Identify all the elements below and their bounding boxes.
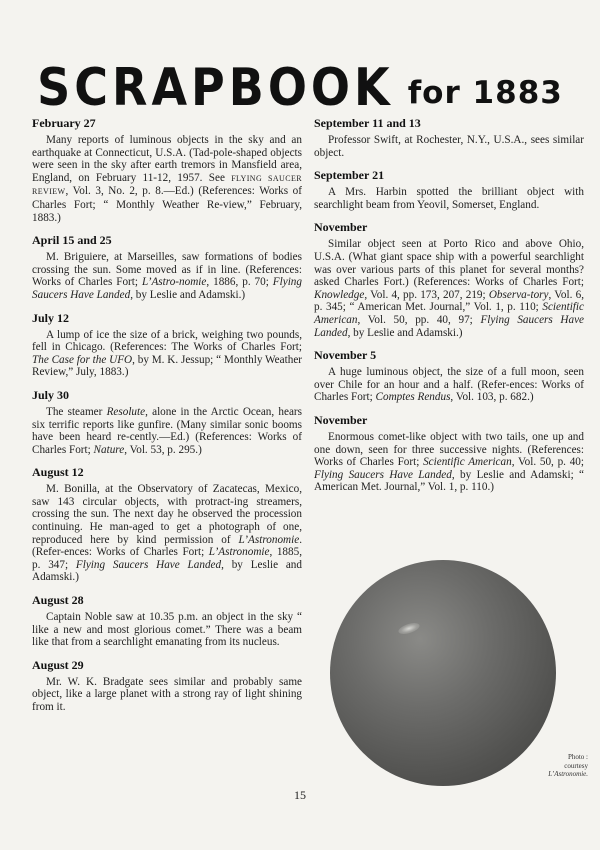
- publication-title: The Case for the UFO: [32, 353, 133, 366]
- magazine-name: FLYING SAUCER REVIEW: [32, 173, 302, 197]
- entry-text: [32, 676, 302, 714]
- text-run: , 1886, p. 70;: [206, 276, 273, 289]
- text-run: , Vol. 3, No. 2, p. 8.—Ed.) (References: Works of Charles Fort; “ Monthly Weather Re-view,” February, 1883.): [32, 185, 302, 224]
- publication-title: Nature: [93, 443, 125, 456]
- entry-date: August 12: [32, 465, 84, 480]
- entry-text: [314, 238, 584, 339]
- entry-date: September 21: [314, 168, 385, 183]
- text-run: , by Leslie and Adamski.): [347, 326, 463, 339]
- text-run: Professor Swift, at Rochester, N.Y., U.S.A., sees similar object.: [314, 134, 584, 159]
- text-run: M. Briguiere, at Marseilles, saw formations of bodies crossing the sun. Some moved as if in line. (References: Works of Charles Fort;: [32, 251, 302, 289]
- title-year: for 1883: [407, 75, 563, 111]
- entry-text: [32, 483, 302, 584]
- publication-title: Knowledge: [314, 288, 365, 301]
- text-run: , Vol. 4, pp. 173, 207, 219;: [364, 288, 489, 301]
- text-run: , by Leslie and Adamski.): [32, 558, 302, 584]
- text-run: , Vol. 50, pp. 40, 97;: [357, 313, 481, 326]
- text-run: Mr. W. K. Bradgate sees similar and probably same object, like a large planet with a strong ray of light shining from it.: [32, 675, 302, 713]
- publication-title: Flying Saucers Have Landed: [75, 558, 222, 571]
- publication-title: Flying Saucers Have Landed: [32, 276, 302, 301]
- sun-photograph: [330, 560, 556, 786]
- text-run: Enormous comet-like object with two tails, one up and one down, seen for three successive nights. (References: Works of Charles Fort;: [314, 430, 584, 469]
- caption-line: courtesy: [564, 761, 588, 770]
- text-run: The steamer: [46, 405, 107, 418]
- text-run: , 1885, p. 347;: [32, 546, 302, 571]
- scrapbook-entry: [32, 233, 302, 301]
- text-run: A lump of ice the size of a brick, weighing two pounds, fell in Chicago. (References: The Works of Charles Fort;: [32, 328, 302, 354]
- scrapbook-entry: [32, 311, 302, 379]
- scrapbook-entry: [314, 116, 584, 159]
- scrapbook-entry: [32, 593, 302, 649]
- entry-text: [32, 611, 302, 649]
- text-run: A huge luminous object, the size of a full moon, seen over Chile for an hour and a half. (Refer-ences: Works of Charles Fort;: [314, 366, 584, 404]
- text-run: M. Bonilla, at the Observatory of Zacatecas, Mexico, saw 143 circular objects, with protract-ing streamers, crossing the sun. The next day he observed the procession continuing. He man-aged to get a photograph of one, reproduced here by kind permission of: [32, 483, 302, 546]
- scrapbook-entry: [314, 168, 584, 211]
- entry-text: [314, 134, 584, 159]
- caption-line: Photo :: [567, 753, 588, 761]
- entry-text: [314, 366, 584, 404]
- caption-source: L’Astronomie.: [548, 770, 588, 778]
- right-column: [314, 116, 584, 503]
- entry-date: November 5: [314, 348, 377, 363]
- scrapbook-entry: [314, 413, 584, 494]
- photo-caption: [524, 753, 588, 779]
- entry-date: September 11 and 13: [314, 116, 421, 130]
- text-run: , by Leslie and Adamski.): [130, 288, 246, 301]
- text-run: , Vol. 53, p. 295.): [124, 443, 202, 456]
- publication-title: Flying Saucers Have Landed: [314, 468, 452, 481]
- text-run: . (Refer-ences: Works of Charles Fort;: [32, 533, 302, 559]
- text-run: , by M. K. Jessup; “ Monthly Weather Review,” July, 1883.): [32, 353, 303, 379]
- text-run: , Vol. 103, p. 682.): [450, 391, 534, 404]
- entry-text: [32, 134, 302, 224]
- entry-text: [32, 329, 302, 379]
- entry-text: [314, 431, 584, 494]
- entry-text: [32, 251, 302, 301]
- entry-date: August 29: [32, 657, 84, 672]
- scrapbook-entry: [314, 348, 584, 404]
- publication-title: L’Astronomie: [208, 546, 270, 559]
- entry-date: April 15 and 25: [32, 233, 112, 248]
- entry-date: July 12: [32, 310, 70, 325]
- text-run: Captain Noble saw at 10.35 p.m. an object in the sky “ like a new and most glorious comet.” There was a beam like that from a searchlight emanating from its nucleus.: [32, 611, 302, 649]
- publication-title: Scientific American: [314, 301, 584, 326]
- entry-date: August 28: [32, 593, 84, 608]
- entry-date: July 30: [32, 387, 70, 402]
- publication-title: Resolute: [106, 405, 146, 418]
- scrapbook-entry: [314, 220, 584, 339]
- page-number: 15: [294, 788, 306, 802]
- publication-title: Comptes Rendus: [375, 391, 451, 404]
- entry-date: November: [314, 412, 368, 427]
- text-run: , Vol. 50, p. 40;: [511, 456, 584, 469]
- publication-title: L’Astronomie: [238, 533, 300, 546]
- entry-text: [32, 406, 302, 456]
- publication-title: Flying Saucers Have Landed: [314, 313, 585, 339]
- publication-title: L’Astro-nomie: [141, 276, 207, 289]
- text-run: , Vol. 6, p. 345; “ American Met. Journal,” Vol. 1, p. 110;: [314, 288, 585, 314]
- entry-date: February 27: [32, 116, 96, 130]
- left-column: [32, 116, 302, 723]
- entry-text: [314, 186, 584, 211]
- title-main: SCRAPBOOK: [37, 56, 394, 118]
- text-run: Many reports of luminous objects in the sky and an earthquake at Connecticut, U.S.A. (Tad-pole-shaped objects were seen in the sky after earth tremors in Mansfield area, England, on February 11-12, 1957. See: [32, 134, 302, 184]
- page-title: [0, 56, 600, 118]
- scrapbook-entry: [32, 658, 302, 714]
- text-run: , alone in the Arctic Ocean, hears six terrific reports like gunfire. (Many similar sonic booms have been heard re-cently.—Ed.) (References: Works of Charles Fort;: [32, 405, 302, 456]
- entry-date: November: [314, 220, 368, 235]
- publication-title: Scientific American: [423, 456, 512, 469]
- scrapbook-entry: [32, 116, 302, 224]
- text-run: Similar object seen at Porto Rico and above Ohio, U.S.A. (What giant space ship with a powerful searchlight was over various parts of this planet for several months? asked Charles Fort.) (References: Works of Charles Fort;: [314, 238, 584, 289]
- object-streak: [397, 621, 421, 636]
- text-run: , by Leslie and Adamski; “ American Met. Journal,” Vol. 1, p. 110.): [314, 468, 584, 494]
- text-run: A Mrs. Harbin spotted the brilliant object with searchlight beam from Yeovil, Somerset, England.: [314, 186, 584, 211]
- scrapbook-entry: [32, 465, 302, 584]
- scrapbook-entry: [32, 388, 302, 456]
- publication-title: Observa-tory: [488, 288, 549, 301]
